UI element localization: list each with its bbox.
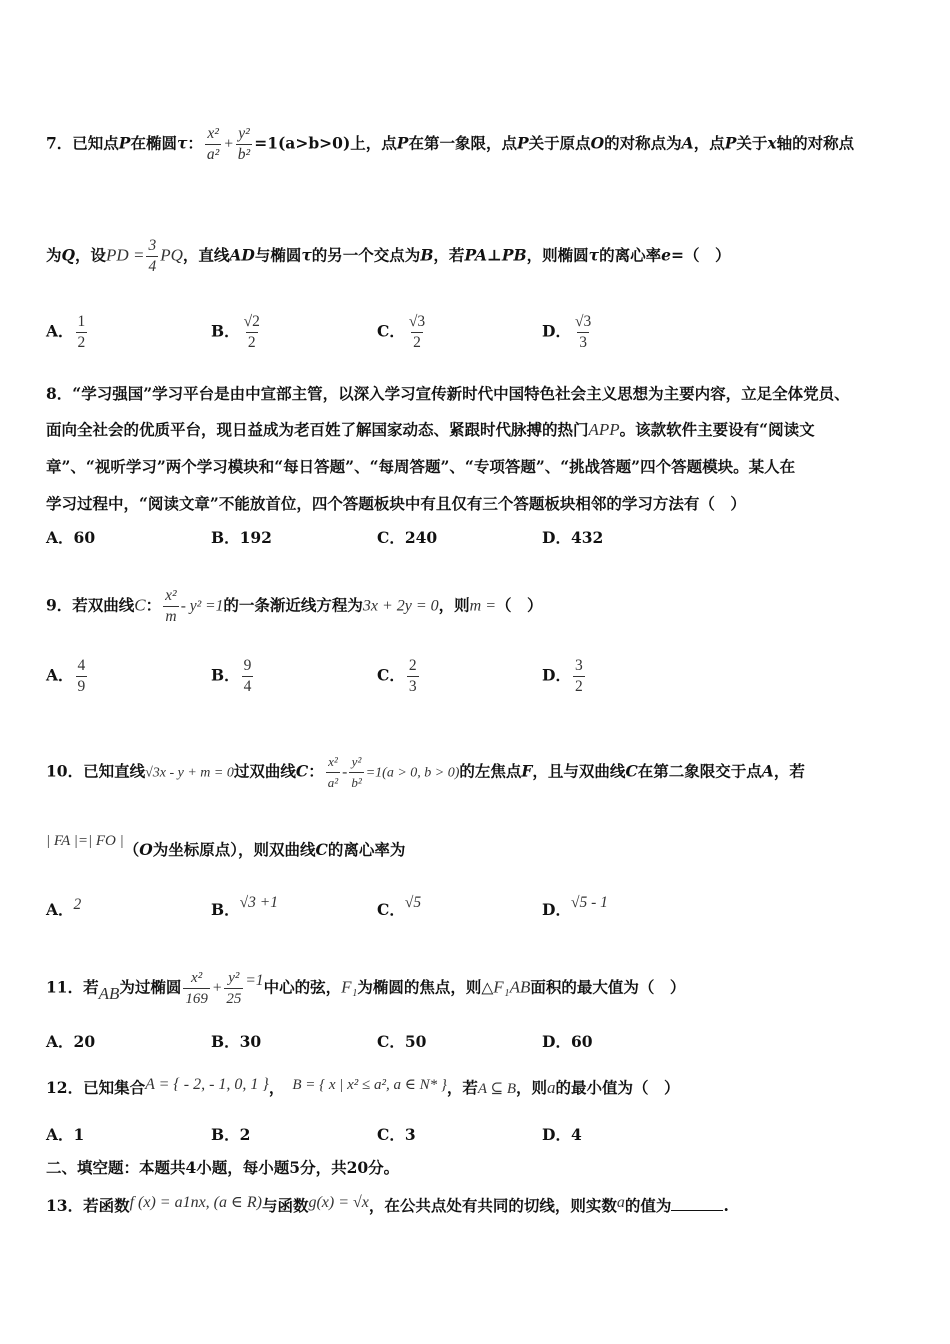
hyperbola-y-term: $\frac{\text{y²}}{\text{b²}}$ — [349, 752, 363, 793]
section-2-heading: 二、填空题：本题共4小题，每小题5分，共20分。 — [46, 1158, 400, 1177]
q9-line1: 9．若双曲线C： $\frac{\text{x²}}{m}$ - y² =1的一条渐近线方程为3x + 2y = 0，则m =（ ） — [46, 587, 543, 625]
q9-option-c[interactable]: C． $\frac{2}{3}$ — [377, 657, 417, 695]
distance-condition: | FA |=| FO | — [46, 833, 124, 849]
asymptote-equation: 3x + 2y = 0 — [362, 597, 439, 615]
q8-line3: 章”、“视听学习”两个学习模块和“每日答题”、“每周答题”、“专项答题”、“挑战答题”四个答题模块。某人在 — [46, 457, 796, 476]
q12-line1: 12．已知集合A = { - 2, - 1, 0, 1 }， B = { x | x² ≤ a², a ∈ N* }，若A ⊆ B，则a的最小值为（ ） — [46, 1076, 680, 1097]
q12-option-d[interactable]: D．4 — [542, 1125, 582, 1144]
q13-line1: 13．若函数f (x) = a1nx, (a ∈ R)与函数g(x) = √x，在公共点处有共同的切线，则实数a的值为 . — [46, 1194, 729, 1215]
q11-option-c[interactable]: C．50 — [377, 1032, 427, 1051]
q7-option-d[interactable]: D． $\frac{√3}{3}$ — [542, 313, 592, 351]
q10-line1: 10．已知直线√3x - y + m = 0过双曲线C： $\frac{\text{x²}}{\text{a²}}$ - $\frac{\text{y²}}{\text{b²}}$ =1(a > 0, b > 0)的左焦点F，且与双曲线C在第二象限交于点A，若 — [46, 752, 910, 793]
q10-option-a[interactable]: A．2 — [46, 896, 82, 919]
ellipse-x-term: $\frac{\text{x²}}{169}$ — [185, 970, 208, 1007]
q12-option-b[interactable]: B．2 — [211, 1125, 251, 1144]
function-g: g(x) = √x — [308, 1194, 369, 1211]
q11-line1: 11．若AB为过椭圆 $\frac{\text{x²}}{169}$ + $\frac{\text{y²}}{25}$ =1中心的弦，F₁为椭圆的焦点，则△F₁AB面积的最大值为（ ） — [46, 970, 686, 1007]
q9-option-d[interactable]: D． $\frac{3}{2}$ — [542, 657, 583, 695]
q9-option-b[interactable]: B． $\frac{9}{4}$ — [211, 657, 252, 695]
q7-option-c[interactable]: C． $\frac{√3}{2}$ — [377, 313, 426, 351]
answer-blank[interactable] — [671, 1210, 723, 1211]
q8-line2: 面向全社会的优质平台，现日益成为老百姓了解国家动态、紧跟时代脉搏的热门APP。该款软件主要设有“阅读文 — [46, 420, 815, 439]
q12-option-c[interactable]: C．3 — [377, 1125, 416, 1144]
q7-option-a[interactable]: A． $\frac{1}{2}$ — [46, 313, 86, 351]
q8-option-d[interactable]: D．432 — [542, 528, 604, 547]
q10-option-d[interactable]: D．√5 - 1 — [542, 894, 608, 919]
ellipse-y-term: $\frac{\text{y²}}{\text{b²}}$ — [237, 125, 251, 163]
hyperbola-x-term: $\frac{\text{x²}}{\text{a²}}$ — [326, 752, 340, 793]
q8-line1: 8．“学习强国”学习平台是由中宣部主管，以深入学习宣传新时代中国特色社会主义思想为主要内容，立足全体党员、 — [46, 384, 850, 403]
q10-line2: | FA |=| FO |（O为坐标原点），则双曲线C的离心率为 — [46, 833, 406, 859]
line-equation: √3x - y + m = 0 — [145, 765, 234, 781]
q8-option-c[interactable]: C．240 — [377, 528, 438, 547]
ellipse-x-term: $\frac{\text{x²}}{\text{a²}}$ — [206, 125, 220, 163]
q11-option-b[interactable]: B．30 — [211, 1032, 262, 1051]
hyperbola-x-term: $\frac{\text{x²}}{m}$ — [165, 587, 177, 625]
q10-option-b[interactable]: B．√3 +1 — [211, 894, 278, 919]
q7-option-b[interactable]: B． $\frac{√2}{2}$ — [211, 313, 260, 351]
q8-option-b[interactable]: B．192 — [211, 528, 272, 547]
set-b: B = { x | x² ≤ a², a ∈ N* } — [292, 1077, 447, 1093]
q9-option-a[interactable]: A． $\frac{4}{9}$ — [46, 657, 86, 695]
q7-line1: 7．已知点P在椭圆τ： $\frac{\text{x²}}{\text{a²}}$ + $\frac{\text{y²}}{\text{b²}}$ =1(a>b>0)上，点P在第一象限，点P关于原点O的对称点为A，点P关于x轴的对称点 — [46, 125, 855, 163]
pd-expression: PD = — [106, 245, 145, 265]
q8-line4: 学习过程中，“阅读文章”不能放首位，四个答题板块中有且仅有三个答题板块相邻的学习方法有（ ） — [46, 494, 746, 513]
function-f: f (x) = a1nx, (a ∈ R) — [129, 1194, 262, 1211]
set-a: A = { - 2, - 1, 0, 1 } — [145, 1076, 269, 1093]
q10-option-c[interactable]: C．√5 — [377, 894, 422, 919]
q8-option-a[interactable]: A．60 — [46, 528, 96, 547]
ratio-fraction: $\frac{3}{4}$ — [148, 237, 157, 275]
q12-option-a[interactable]: A．1 — [46, 1125, 85, 1144]
ellipse-y-term: $\frac{\text{y²}}{25}$ — [226, 970, 242, 1007]
q7-line2: 为Q，设PD = $\frac{3}{4}$ PQ，直线AD与椭圆τ的另一个交点为B，若PA⊥PB，则椭圆τ的离心率e=（ ） — [46, 237, 731, 275]
q11-option-a[interactable]: A．20 — [46, 1032, 96, 1051]
q11-option-d[interactable]: D．60 — [542, 1032, 593, 1051]
